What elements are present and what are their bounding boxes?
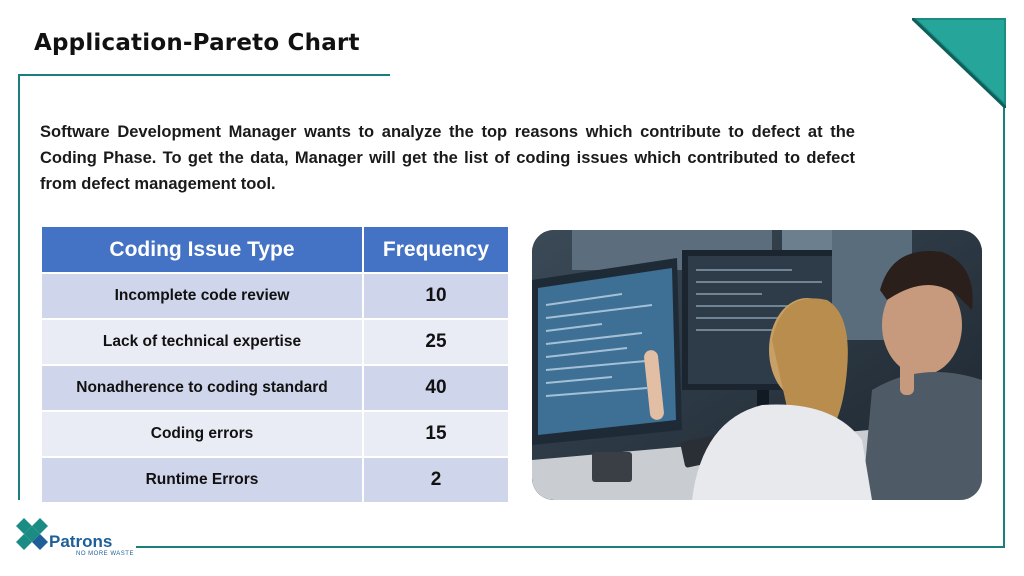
left-border-line xyxy=(18,74,20,500)
issue-type-cell: Runtime Errors xyxy=(41,457,363,503)
table-row xyxy=(41,319,509,365)
slide-title: Application-Pareto Chart xyxy=(34,30,360,56)
coding-issue-table xyxy=(40,225,510,504)
patrons-logo-icon xyxy=(14,516,50,552)
intro-paragraph: Software Development Manager wants to analyze the top reasons which contribute to defect at the Coding Phase. To get the data, Manager will get the list of coding issues which contributed to defect from defect management tool. xyxy=(40,123,855,193)
developers-illustration xyxy=(532,230,982,500)
issue-type-cell: Incomplete code review xyxy=(41,273,363,319)
header-issue-type: Coding Issue Type xyxy=(41,226,363,273)
table-row xyxy=(41,273,509,319)
frequency-cell: 10 xyxy=(363,273,509,319)
right-border-line xyxy=(1003,100,1005,548)
table-row xyxy=(41,411,509,457)
issue-type-cell: Coding errors xyxy=(41,411,363,457)
table-row xyxy=(41,457,509,503)
logo-name: Patrons xyxy=(49,532,113,551)
issue-type-cell: Lack of technical expertise xyxy=(41,319,363,365)
table-row xyxy=(41,365,509,411)
logo-tagline: NO MORE WASTE xyxy=(76,551,134,557)
frequency-cell: 2 xyxy=(363,457,509,503)
frequency-cell: 15 xyxy=(363,411,509,457)
title-underline xyxy=(18,74,390,76)
issue-type-cell: Nonadherence to coding standard xyxy=(41,365,363,411)
developers-photo xyxy=(532,230,982,500)
frequency-cell: 40 xyxy=(363,365,509,411)
frequency-cell: 25 xyxy=(363,319,509,365)
bottom-border-line xyxy=(136,546,1005,548)
table-header-row xyxy=(41,226,509,273)
header-frequency: Frequency xyxy=(363,226,509,273)
corner-decoration xyxy=(912,18,1006,108)
